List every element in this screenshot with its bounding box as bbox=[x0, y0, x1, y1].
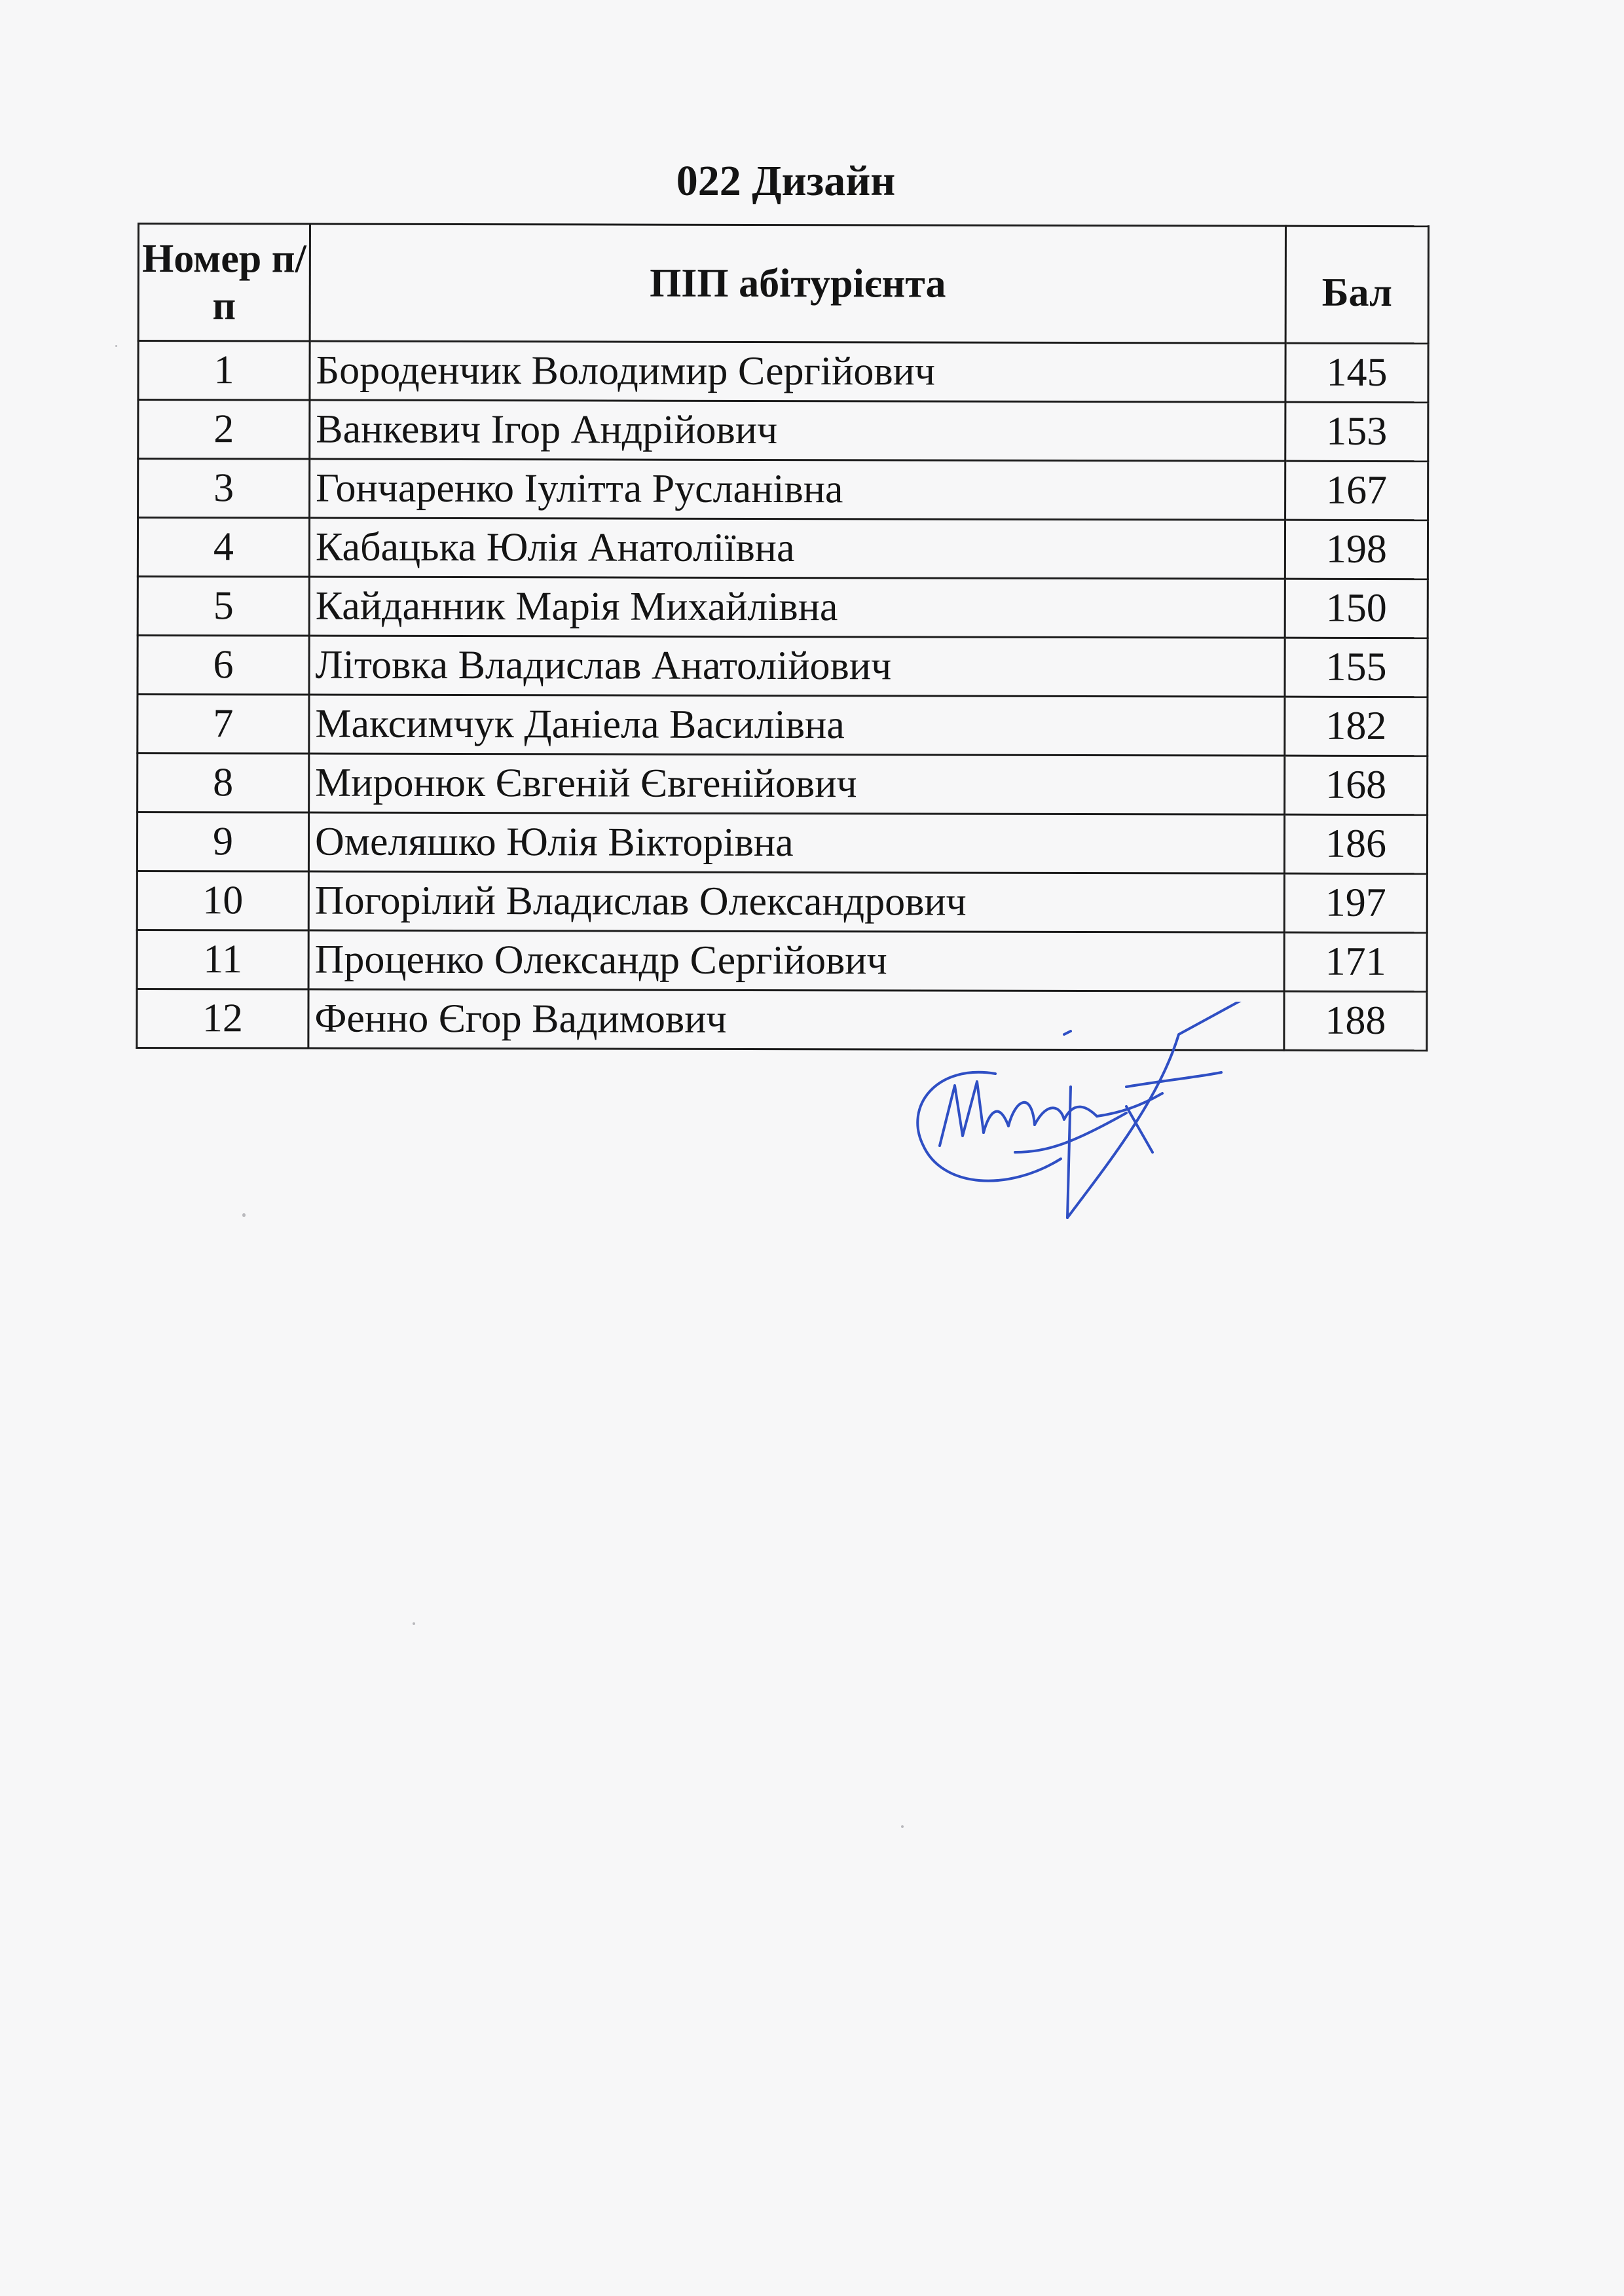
row-number-cell: 9 bbox=[137, 812, 308, 872]
score-cell: 197 bbox=[1284, 873, 1427, 932]
applicant-name-cell: Проценко Олександр Сергійович bbox=[308, 930, 1284, 991]
score-cell: 168 bbox=[1285, 756, 1428, 814]
score-cell: 150 bbox=[1285, 579, 1428, 638]
applicants-table bbox=[136, 223, 1430, 1051]
score-cell: 155 bbox=[1285, 638, 1428, 697]
table-row bbox=[138, 636, 1428, 697]
row-number-cell: 5 bbox=[138, 577, 309, 636]
table-row bbox=[138, 400, 1428, 462]
score-cell: 153 bbox=[1285, 402, 1428, 461]
applicant-name-cell: Кайданник Марія Михайлівна bbox=[309, 577, 1285, 638]
document-title: 022 Дизайн bbox=[676, 157, 896, 205]
header-name: ПІП абітурієнта bbox=[310, 224, 1285, 343]
row-number-cell: 2 bbox=[138, 400, 310, 460]
applicant-name-cell: Омеляшко Юлія Вікторівна bbox=[308, 812, 1284, 873]
row-number-cell: 3 bbox=[138, 459, 310, 519]
signature bbox=[910, 1002, 1264, 1264]
table-header-row bbox=[138, 224, 1428, 344]
row-number-cell: 1 bbox=[138, 341, 310, 401]
applicant-name-cell: Ванкевич Ігор Андрійович bbox=[310, 400, 1285, 461]
table-row bbox=[137, 871, 1427, 933]
table-body bbox=[137, 341, 1428, 1051]
score-cell: 167 bbox=[1285, 461, 1428, 520]
applicant-name-cell: Бороденчик Володимир Сергійович bbox=[310, 341, 1285, 402]
row-number-cell: 12 bbox=[137, 989, 308, 1049]
applicant-name-cell: Кабацька Юлія Анатоліївна bbox=[309, 518, 1285, 579]
score-cell: 182 bbox=[1285, 697, 1428, 756]
row-number-cell: 10 bbox=[137, 871, 308, 931]
row-number-cell: 6 bbox=[138, 636, 309, 695]
table-row bbox=[138, 341, 1428, 403]
header-number: Номер п/п bbox=[138, 224, 310, 342]
table-row bbox=[138, 518, 1428, 579]
applicant-name-cell: Літовка Владислав Анатолійович bbox=[309, 636, 1285, 697]
table-row bbox=[138, 459, 1428, 520]
table-row bbox=[138, 754, 1428, 815]
score-cell: 188 bbox=[1284, 991, 1427, 1050]
applicant-name-cell: Погорілий Владислав Олександрович bbox=[308, 871, 1284, 932]
table-row bbox=[137, 930, 1427, 992]
applicant-name-cell: Гончаренко Іулітта Русланівна bbox=[310, 459, 1285, 520]
row-number-cell: 4 bbox=[138, 518, 309, 577]
score-cell: 145 bbox=[1285, 343, 1428, 402]
applicant-name-cell: Фенно Єгор Вадимович bbox=[308, 989, 1284, 1050]
table-row bbox=[137, 812, 1427, 874]
score-cell: 186 bbox=[1284, 814, 1427, 873]
score-cell: 171 bbox=[1284, 932, 1427, 991]
table-row bbox=[138, 695, 1428, 756]
table-row bbox=[138, 577, 1428, 638]
row-number-cell: 8 bbox=[138, 754, 309, 813]
header-score: Бал bbox=[1285, 226, 1428, 343]
applicant-name-cell: Миронюк Євгеній Євгенійович bbox=[309, 754, 1285, 814]
row-number-cell: 11 bbox=[137, 930, 308, 990]
scan-speck bbox=[115, 345, 117, 347]
scan-speck bbox=[413, 1622, 415, 1625]
score-cell: 198 bbox=[1285, 520, 1428, 579]
scan-speck bbox=[901, 1825, 904, 1828]
applicant-name-cell: Максимчук Даніела Василівна bbox=[309, 695, 1285, 756]
row-number-cell: 7 bbox=[138, 695, 309, 754]
scan-speck bbox=[242, 1213, 246, 1217]
